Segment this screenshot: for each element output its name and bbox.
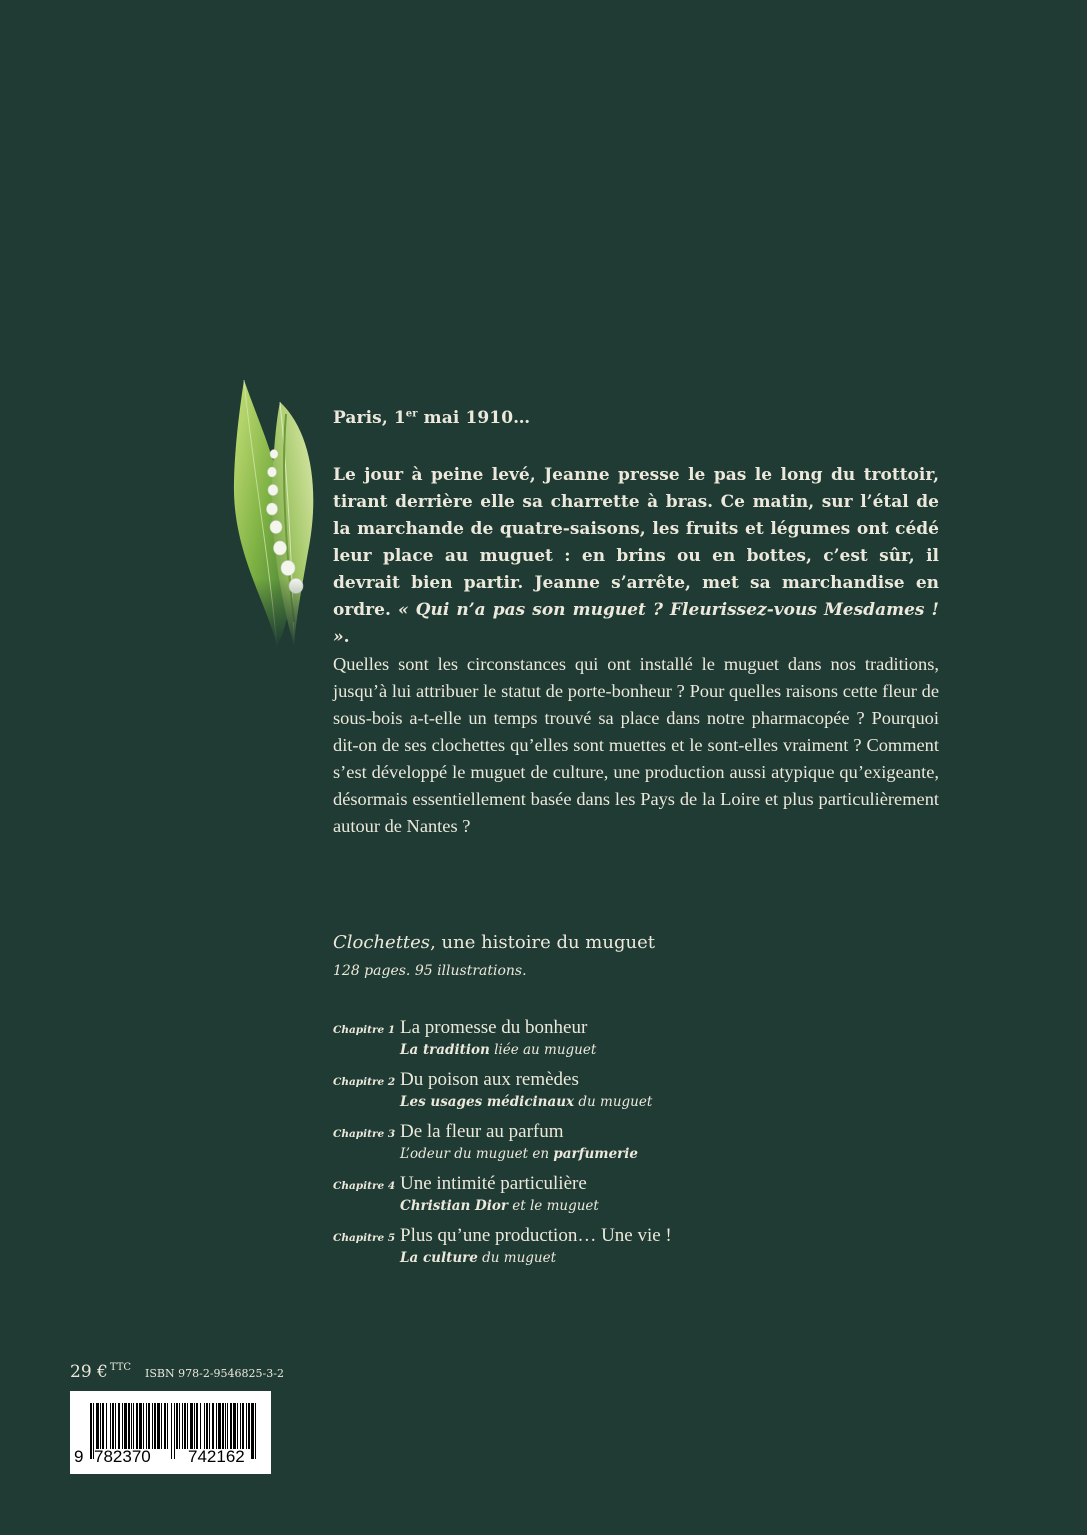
barcode-bar xyxy=(115,1403,116,1449)
barcode-bar xyxy=(209,1403,210,1449)
barcode-bar xyxy=(204,1403,205,1449)
barcode-bar xyxy=(248,1403,250,1449)
barcode-bar xyxy=(154,1403,156,1449)
chapter-item xyxy=(333,1225,953,1277)
chapter-title: De la fleur au parfum xyxy=(400,1121,564,1142)
barcode-bar xyxy=(167,1403,168,1449)
book-title: Clochettes, une histoire du muguet xyxy=(333,932,655,953)
barcode-bar xyxy=(157,1403,160,1449)
barcode-bar xyxy=(242,1403,244,1449)
price: 29 € xyxy=(70,1362,108,1382)
barcode-bar xyxy=(118,1403,120,1449)
chapter-number: Chapitre 1 xyxy=(333,1024,396,1036)
barcode-bar xyxy=(122,1403,123,1449)
chapter-title: Du poison aux remèdes xyxy=(400,1069,579,1090)
barcode-bar xyxy=(131,1403,132,1449)
barcode-digits-right: 742162 xyxy=(188,1447,245,1466)
chapter-title: Une intimité particulière xyxy=(400,1173,587,1194)
barcode-bar xyxy=(96,1403,99,1449)
barcode-bar xyxy=(164,1403,166,1449)
barcode-bar xyxy=(216,1403,217,1449)
barcode-bar xyxy=(152,1403,153,1449)
intro-quote: « Qui n’a pas son muguet ? Fleurissez-vous Mesdames ! » xyxy=(333,600,939,647)
price-tax: TTC xyxy=(109,1362,132,1373)
barcode-bar xyxy=(136,1403,138,1449)
chapter-subtitle: Christian Dior et le muguet xyxy=(400,1198,599,1214)
barcode-bar xyxy=(100,1403,101,1449)
barcode-bar xyxy=(133,1403,134,1449)
intro-date: Paris, 1er mai 1910… xyxy=(333,408,531,428)
barcode-bar xyxy=(240,1403,241,1449)
chapter-item xyxy=(333,1069,953,1121)
barcode-bar xyxy=(230,1403,232,1449)
chapter-item xyxy=(333,1017,953,1069)
barcode-bar xyxy=(196,1403,198,1449)
barcode-bar xyxy=(146,1403,147,1449)
intro-text: Le jour à peine levé, Jeanne presse le pas le long du trottoir, tirant derrière elle sa charrette à bras. Ce matin, sur l’étal de la marchande de quatre-saisons, les fruits et légumes ont cédé leur place au muguet : en brins ou en bottes, c’est sûr, il devrait bien partir. Jeanne s’arrête, met sa marchandise en ordre. xyxy=(333,465,939,620)
barcode-bar xyxy=(187,1403,188,1449)
barcode-bar xyxy=(194,1403,195,1449)
chapter-item xyxy=(333,1173,953,1225)
barcode-bar xyxy=(139,1403,142,1449)
price-line xyxy=(70,1362,284,1382)
chapter-item xyxy=(333,1121,953,1173)
chapter-number: Chapitre 2 xyxy=(333,1076,396,1088)
barcode-bar xyxy=(124,1403,127,1449)
barcode-bar xyxy=(110,1403,111,1449)
barcode-bar xyxy=(179,1403,180,1449)
lily-of-the-valley-illustration xyxy=(222,372,332,647)
barcode-bar xyxy=(182,1403,183,1449)
barcode-digits-left: 782370 xyxy=(94,1447,151,1466)
barcode-digits xyxy=(70,1447,271,1471)
chapter-list xyxy=(333,1017,953,1277)
barcode-bar xyxy=(148,1403,150,1449)
barcode-bar xyxy=(176,1403,178,1449)
barcode-bar xyxy=(102,1403,104,1449)
barcode-bar xyxy=(225,1403,226,1449)
chapter-subtitle: Les usages médicinaux du muguet xyxy=(400,1094,653,1110)
barcode-bar xyxy=(184,1403,186,1449)
chapter-subtitle: La culture du muguet xyxy=(400,1250,557,1266)
barcode-bar xyxy=(112,1403,114,1449)
barcode-bar xyxy=(200,1403,201,1449)
barcode-bar xyxy=(206,1403,208,1449)
chapter-number: Chapitre 3 xyxy=(333,1128,396,1140)
questions-paragraph: Quelles sont les circonstances qui ont installé le muguet dans nos traditions, jusqu’à lui attribuer le statut de porte-bonheur ? Pour quelles raisons cette fleur de sous-bois a-t-elle un temps trouvé sa place dans notre pharmacopée ? Pourquoi dit-on de ses clochettes qu’elles sont muettes et le sont-elles vraiment ? Comment s’est développé le muguet de culture, une production aussi atypique qu’exigeante, désormais essentiellement basée dans les Pays de la Loire et plus particulièrement autour de Nantes ? xyxy=(333,654,939,836)
chapter-title: Plus qu’une production… Une vie ! xyxy=(400,1225,672,1246)
barcode-bar xyxy=(222,1403,224,1449)
intro-paragraph: Le jour à peine levé, Jeanne presse le pas le long du trottoir, tirant derrière elle sa charrette à bras. Ce matin, sur l’étal de la marchande de quatre-saisons, les fruits et légumes ont cédé leur place au muguet : en brins ou en bottes, c’est sûr, il devrait bien partir. Jeanne s’arrête, met sa marchandise en ordre. « Qui n’a pas son muguet ? Fleurissez-vous Mesdames ! ». xyxy=(333,465,939,647)
barcode-bar xyxy=(128,1403,130,1449)
chapter-title: La promesse du bonheur xyxy=(400,1017,588,1038)
barcode xyxy=(70,1391,271,1474)
isbn: ISBN 978-2-9546825-3-2 xyxy=(145,1367,284,1380)
barcode-bar xyxy=(246,1403,247,1449)
barcode-bar xyxy=(190,1403,193,1449)
barcode-bar xyxy=(218,1403,221,1449)
barcode-bar xyxy=(143,1403,144,1449)
barcode-bar xyxy=(237,1403,238,1449)
chapter-number: Chapitre 4 xyxy=(333,1180,396,1192)
barcode-digit-first: 9 xyxy=(74,1447,84,1466)
barcode-bar xyxy=(161,1403,162,1449)
barcode-bar xyxy=(227,1403,228,1449)
chapter-subtitle: La tradition liée au muguet xyxy=(400,1042,597,1058)
barcode-bar xyxy=(106,1403,107,1449)
barcode-bar xyxy=(212,1403,214,1449)
book-meta: 128 pages. 95 illustrations. xyxy=(333,963,527,979)
chapter-subtitle: L’odeur du muguet en parfumerie xyxy=(400,1146,638,1162)
barcode-bar xyxy=(233,1403,236,1449)
chapter-number: Chapitre 5 xyxy=(333,1232,396,1244)
